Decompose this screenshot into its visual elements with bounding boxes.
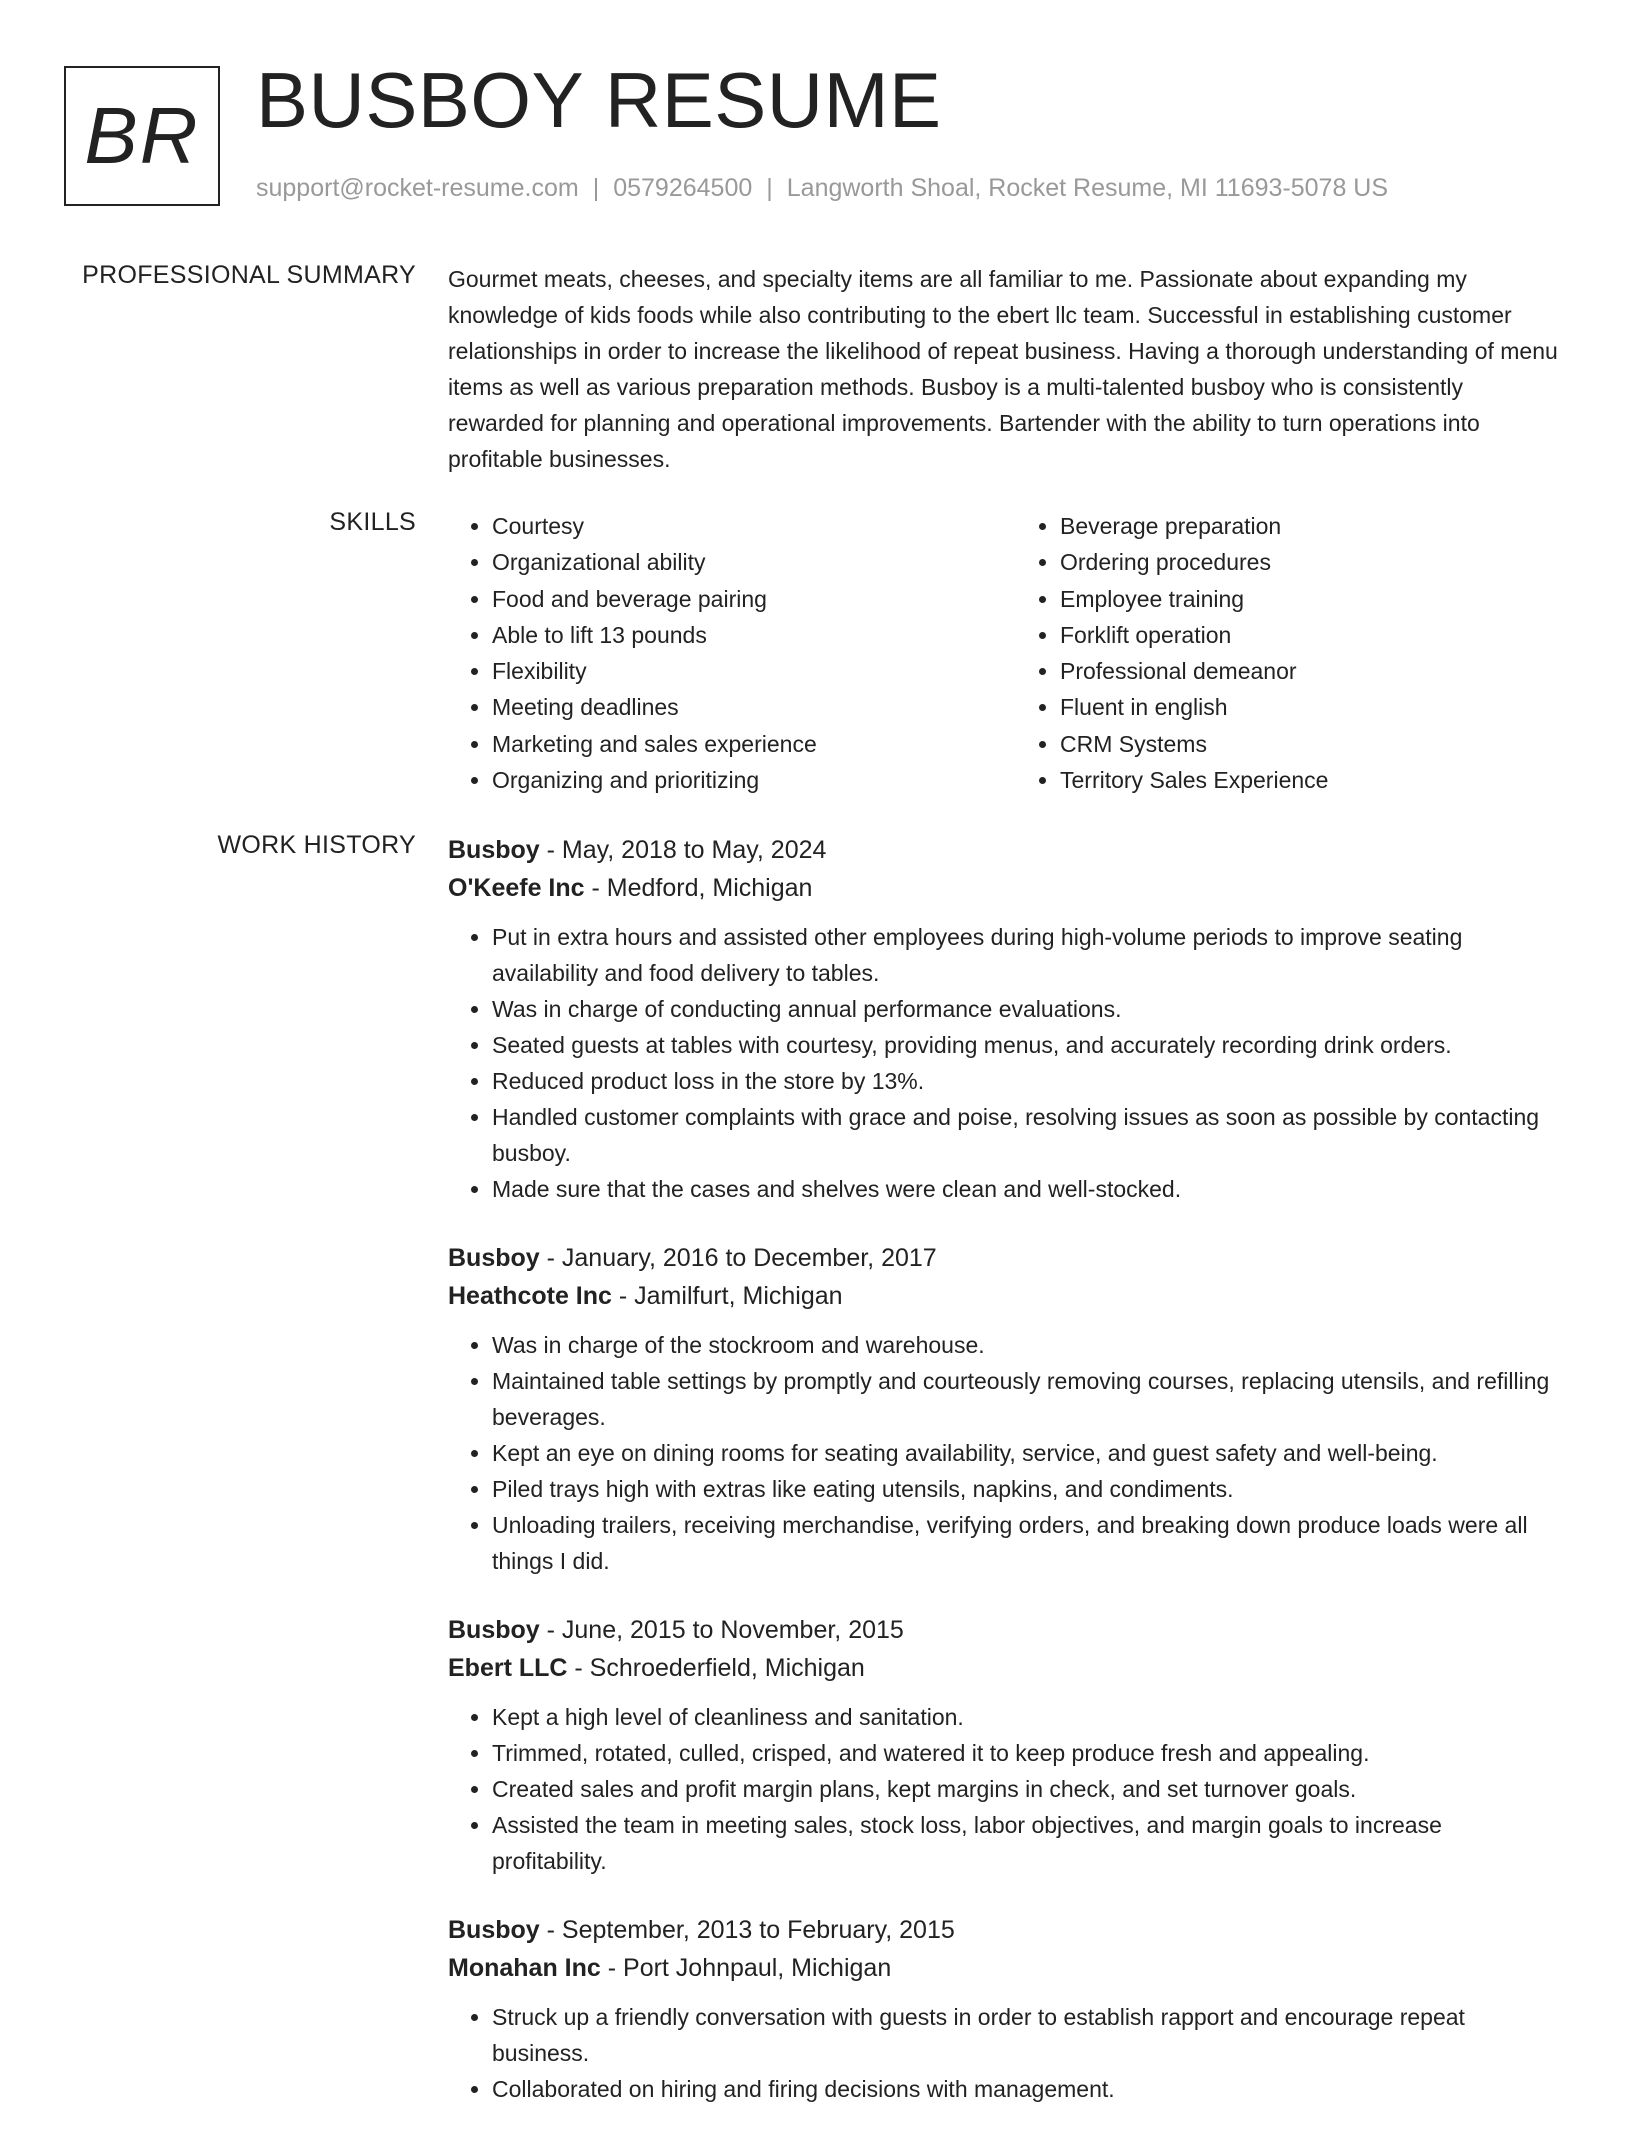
job-bullet: • Unloading trailers, receiving merchandise, verifying orders, and breaking down produce loads were all things I did. <box>492 1507 1558 1579</box>
job-location: - Medford, Michigan <box>584 874 813 902</box>
job-bullet: • Trimmed, rotated, culled, crisped, and watered it to keep produce fresh and appealing. <box>492 1735 1558 1771</box>
skill-item: • Able to lift 13 pounds <box>492 617 990 653</box>
skills-body <box>448 508 1558 798</box>
job-dates: - September, 2013 to February, 2015 <box>539 1916 955 1944</box>
skill-item: • Food and beverage pairing <box>492 581 990 617</box>
resume-title: BUSBOY RESUME <box>256 56 942 144</box>
job-bullet: • Handled customer complaints with grace and poise, resolving issues as soon as possible by contacting busboy. <box>492 1099 1558 1171</box>
job-title: Busboy <box>448 1244 540 1272</box>
job-location: - Port Johnpaul, Michigan <box>600 1954 892 1982</box>
job-location: - Jamilfurt, Michigan <box>611 1282 843 1310</box>
job-bullet: • Reduced product loss in the store by 13%. <box>492 1063 1558 1099</box>
contact-phone[interactable]: 0579264500 <box>613 174 753 202</box>
job-bullet: • Assisted the team in meeting sales, stock loss, labor objectives, and margin goals to increase profitability. <box>492 1807 1558 1879</box>
job-company-line <box>448 1277 1558 1315</box>
monogram-initials: BR <box>84 91 200 180</box>
job-bullet: • Put in extra hours and assisted other employees during high-volume periods to improve seating availability and food delivery to tables. <box>492 919 1558 991</box>
skill-item: • Organizational ability <box>492 544 990 580</box>
summary-body <box>448 261 1558 477</box>
job-bullet: • Maintained table settings by promptly and courteously removing courses, replacing utensils, and refilling beverages. <box>492 1363 1558 1435</box>
job-bullet: • Was in charge of the stockroom and warehouse. <box>492 1327 1558 1363</box>
skill-item: • Employee training <box>1060 581 1558 617</box>
job-company: Heathcote Inc <box>448 1282 612 1310</box>
job-company-line <box>448 1949 1558 1987</box>
job-bullet: • Collaborated on hiring and firing decisions with management. <box>492 2071 1558 2107</box>
skill-item: • Meeting deadlines <box>492 689 990 725</box>
skill-item: • Ordering procedures <box>1060 544 1558 580</box>
job-bullet-list <box>448 1699 1558 1879</box>
job-bullet-list <box>448 919 1558 1207</box>
job-bullet-list <box>448 1327 1558 1579</box>
skills-list-right <box>990 508 1558 798</box>
contact-separator: | <box>592 174 600 202</box>
job-company-line <box>448 869 1558 907</box>
job-title: Busboy <box>448 1916 540 1944</box>
skills-list-left <box>448 508 990 798</box>
work-history-heading: WORK HISTORY <box>217 831 416 859</box>
skill-item: • Marketing and sales experience <box>492 726 990 762</box>
job-location: - Schroederfield, Michigan <box>567 1654 865 1682</box>
job-bullet: • Kept a high level of cleanliness and sanitation. <box>492 1699 1558 1735</box>
job-company: O'Keefe Inc <box>448 874 585 902</box>
job-bullet-list <box>448 1999 1558 2107</box>
contact-email[interactable]: support@rocket-resume.com <box>256 174 579 202</box>
job-bullet: • Seated guests at tables with courtesy, providing menus, and accurately recording drink orders. <box>492 1027 1558 1063</box>
job-bullet: • Was in charge of conducting annual performance evaluations. <box>492 991 1558 1027</box>
monogram-box <box>64 66 220 206</box>
contact-separator: | <box>766 174 773 202</box>
job-entry <box>448 1611 1558 1879</box>
job-title: Busboy <box>448 1616 540 1644</box>
summary-heading: PROFESSIONAL SUMMARY <box>82 261 416 289</box>
job-bullet: • Struck up a friendly conversation with guests in order to establish rapport and encourage repeat business. <box>492 1999 1558 2071</box>
skill-item: • Beverage preparation <box>1060 508 1558 544</box>
job-entry <box>448 1239 1558 1579</box>
skill-item: • Organizing and prioritizing <box>492 762 990 798</box>
job-entry <box>448 1911 1558 2107</box>
skill-item: • Courtesy <box>492 508 990 544</box>
skill-item: • CRM Systems <box>1060 726 1558 762</box>
job-dates: - January, 2016 to December, 2017 <box>539 1244 937 1272</box>
work-history-body <box>448 831 1558 2139</box>
job-company: Ebert LLC <box>448 1654 568 1682</box>
job-title-line <box>448 1239 1558 1277</box>
job-title-line <box>448 1611 1558 1649</box>
job-title: Busboy <box>448 836 540 864</box>
job-dates: - May, 2018 to May, 2024 <box>539 836 827 864</box>
contact-line <box>256 174 1388 203</box>
job-company: Monahan Inc <box>448 1954 601 1982</box>
contact-address: Langworth Shoal, Rocket Resume, MI 11693-5078 US <box>786 174 1389 202</box>
skill-item: • Forklift operation <box>1060 617 1558 653</box>
summary-text: Gourmet meats, cheeses, and specialty items are all familiar to me. Passionate about expanding my knowledge of kids foods while also contributing to the ebert llc team. Successful in establishing customer relationships in order to increase the likelihood of repeat business. Having a thorough understanding of menu items as well as various preparation methods. Busboy is a multi-talented busboy who is consistently rewarded for planning and operational improvements. Bartender with the ability to turn operations into profitable businesses. <box>448 266 1558 472</box>
skill-item: • Professional demeanor <box>1060 653 1558 689</box>
job-entry <box>448 831 1558 1207</box>
job-dates: - June, 2015 to November, 2015 <box>539 1616 904 1644</box>
job-title-line <box>448 1911 1558 1949</box>
job-bullet: • Kept an eye on dining rooms for seating availability, service, and guest safety and well-being. <box>492 1435 1558 1471</box>
job-bullet: • Piled trays high with extras like eating utensils, napkins, and condiments. <box>492 1471 1558 1507</box>
skill-item: • Fluent in english <box>1060 689 1558 725</box>
job-company-line <box>448 1649 1558 1687</box>
skill-item: • Flexibility <box>492 653 990 689</box>
job-title-line <box>448 831 1558 869</box>
job-bullet: • Created sales and profit margin plans, kept margins in check, and set turnover goals. <box>492 1771 1558 1807</box>
job-bullet: • Made sure that the cases and shelves were clean and well-stocked. <box>492 1171 1558 1207</box>
skill-item: • Territory Sales Experience <box>1060 762 1558 798</box>
skills-heading: SKILLS <box>329 508 416 536</box>
